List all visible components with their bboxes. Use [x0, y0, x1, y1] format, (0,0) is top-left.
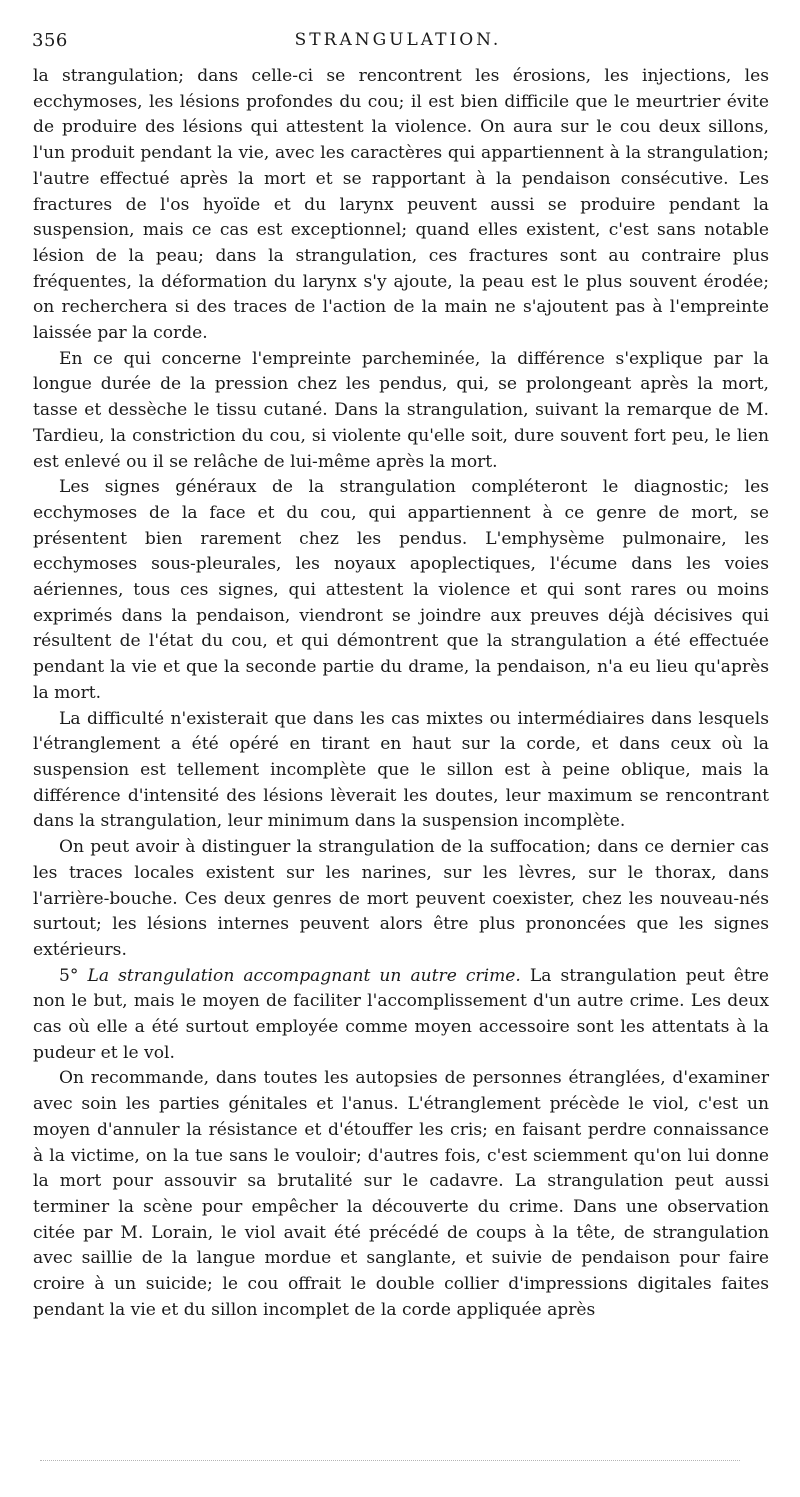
header-title: STRANGULATION. — [294, 30, 502, 50]
section-number: 5° — [59, 965, 79, 986]
paragraph-difficulte: La difficulté n'existerait que dans les cas mixtes ou intermédiaires dans lesquels l'étranglement a été opéré en tirant en haut sur la corde, et dans ceux où la suspension est tellement incomplète que le sillon est à peine oblique, mais la différence d'intensité des lésions lèverait les doutes, leur maximum se rencontrant dans la strangulation, leur minimum dans la suspension incomplète. — [33, 708, 769, 832]
page-number: 356 — [32, 30, 68, 51]
paragraph-suffocation: On peut avoir à distinguer la strangulation de la suffocation; dans ce dernier cas les traces locales existent sur les narines, sur les lèvres, sur le thorax, dans l'arrière-bouche. Ces deux genres de mort peuvent coexister, chez les nouveau-nés surtout; les lésions internes peuvent alors être plus prononcées que les signes extérieurs. — [33, 837, 769, 960]
section-heading: La strangulation accompagnant un autre crime. — [87, 965, 521, 986]
paragraph-empreinte: En ce qui concerne l'empreinte parcheminée, la différence s'explique par la longue durée de la pression chez les pendus, qui, se prolongeant après la mort, tasse et dessèche le tissu cutané. Dans la strangulation, suivant la remarque de M. Tardieu, la constriction du cou, si violente qu'elle soit, dure souvent fort peu, le lien est enlevé ou il se relâche de lui-même après la mort. — [33, 348, 769, 472]
paragraph-autopsies: On recommande, dans toutes les autopsies de personnes étranglées, d'examiner avec soin les parties génitales et l'anus. L'étranglement précède le viol, c'est un moyen d'annuler la résistance et d'étouffer les cris; en faisant perdre connaissance à la victime, on la tue sans le vouloir; d'autres fois, c'est sciemment qu'on lui donne la mort pour assouvir sa brutalité sur le cadavre. La strangulation peut aussi terminer la scène pour empêcher la découverte du crime. Dans une observation citée par M. Lorain, le viol avait été précédé de coups à la tête, de strangulation avec saillie de la langue mordue et sanglante, et suivie de pendaison pour faire croire à un suicide; le cou offrait le double collier d'impressions digitales faites pendant la vie et du sillon incomplet de la corde appliquée après — [33, 1068, 769, 1320]
section-text: La strangulation peut être non le but, mais le moyen de faciliter l'accomplissement d'un autre crime. Les deux cas où elle a été surtout employée comme moyen accessoire sont les attentats à la pudeur et le vol. — [33, 965, 770, 1063]
scan-noise-divider — [40, 1460, 740, 1462]
running-head — [32, 30, 764, 54]
paragraph-section-5 — [33, 964, 769, 1067]
paragraph-signes-generaux: Les signes généraux de la strangulation compléteront le diagnostic; les ecchymoses de la face et du cou, qui appartiennent à ce genre de mort, se présentent bien rarement chez les pendus. L'emphysème pulmonaire, les ecchymoses sous-pleurales, les noyaux apoplectiques, l'écume dans les voies aériennes, tous ces signes, qui attestent la violence et qui sont rares ou moins exprimés dans la pendaison, viendront se joindre aux preuves déjà décisives qui résultent de l'état du cou, et qui démontrent que la strangulation a été effectuée pendant la vie et que la seconde partie du drame, la pendaison, n'a eu lieu qu'après la mort. — [33, 477, 769, 703]
paragraph-continued: la strangulation; dans celle-ci se rencontrent les érosions, les injections, les ecchymoses, les lésions profondes du cou; il est bien difficile que le meurtrier évite de produire des lésions qui attestent la violence. On aura sur le cou deux sillons, l'un produit pendant la vie, avec les caractères qui appartiennent à la strangulation; l'autre effectué après la mort et se rapportant à la pendaison consécutive. Les fractures de l'os hyoïde et du larynx peuvent aussi se produire pendant la suspension, mais ce cas est exceptionnel; quand elles existent, c'est sans notable lésion de la peau; dans la strangulation, ces fractures sont au contraire plus fréquentes, la déformation du larynx s'y ajoute, la peau est le plus souvent érodée; on recherchera si des traces de l'action de la main ne s'ajoutent pas à l'empreinte laissée par la corde. — [33, 66, 769, 344]
body-text — [33, 64, 769, 1323]
